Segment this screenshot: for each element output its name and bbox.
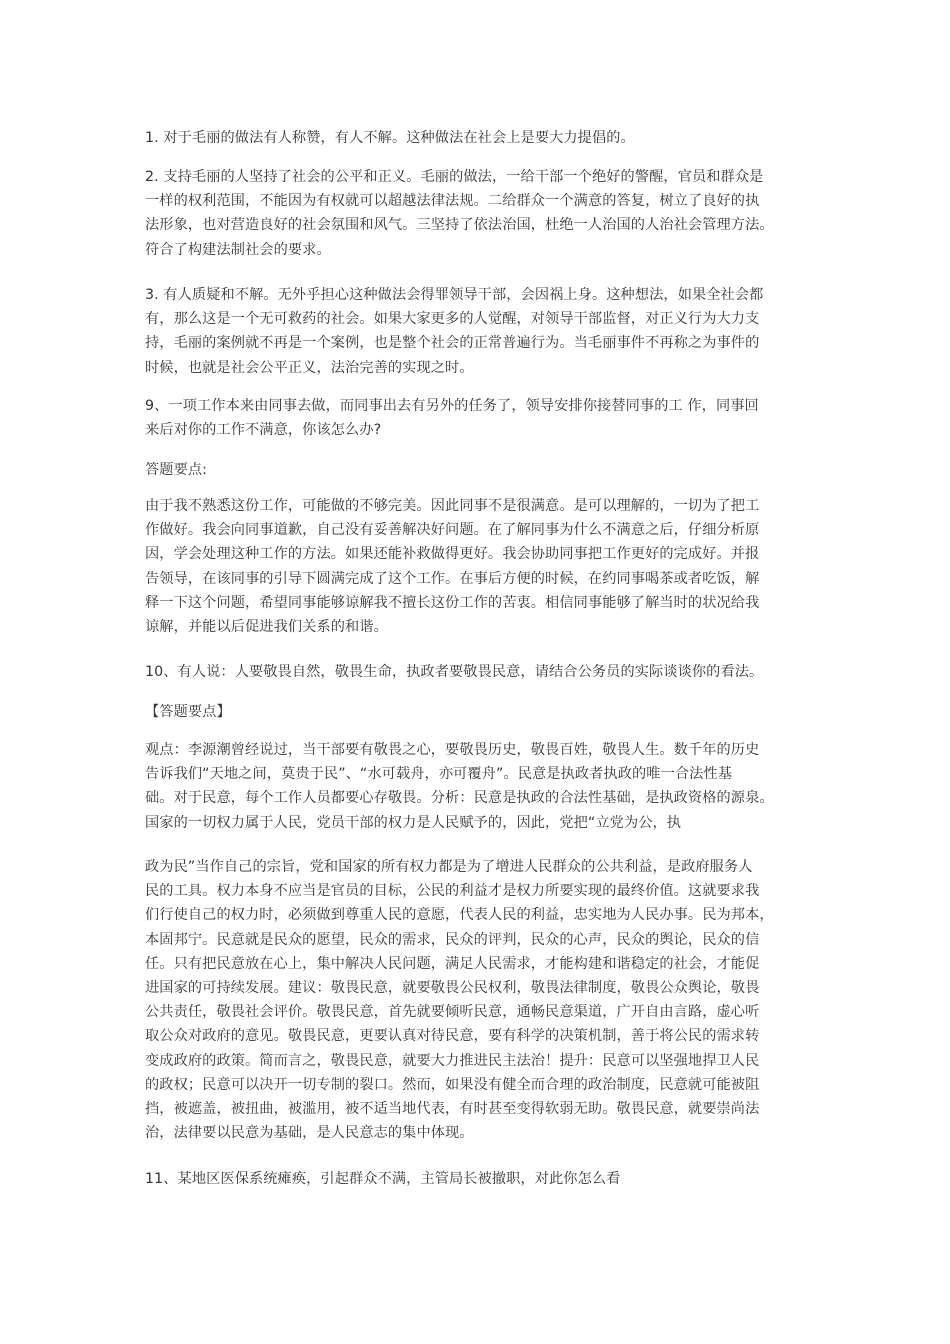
text-line: 任。只有把民意放在心上，集中解决人民问题，满足人民需求，才能构建和谐稳定的社会，才能促 [145,955,760,972]
text-line: 来后对你的工作不满意，你该怎么办? [145,422,382,439]
text-line: 11、某地区医保系统瘫痪，引起群众不满，主管局长被撤职，对此你怎么看 [145,1171,621,1187]
text-line: 挡，被遮盖，被扭曲，被滥用，被不适当地代表，有时甚至变得软弱无助。敬畏民意，就要崇尚法 [145,1101,760,1117]
text-line: 3. 有人质疑和不解。无外乎担心这种做法会得罪领导干部，会因祸上身。这种想法，如果全社会都 [145,287,764,303]
text-line: 治，法律要以民意为基础，是人民意志的集中体现。 [145,1125,474,1142]
text-line: 谅解，并能以后促进我们关系的和谐。 [145,619,388,635]
text-line: 取公众对政府的意见。敬畏民意，更要认真对待民意，要有科学的决策机制，善于将公民的需求转 [145,1028,760,1045]
text-line: 1. 对于毛丽的做法有人称赞，有人不解。这种做法在社会上是要大力提倡的。 [145,130,635,146]
text-line: 进国家的可持续发展。建议：敬畏民意，就要敬畏公民权利，敬畏法律制度，敬畏公众舆论，敬畏 [145,980,760,996]
text-line: 释一下这个问题，希望同事能够谅解我不擅长这份工作的苦衷。相信同事能够了解当时的状况给我 [145,594,760,611]
text-line: 政为民”当作自己的宗旨，党和国家的所有权力都是为了增进人民群众的公共利益，是政府服务人 [145,859,753,875]
text-line: 持，毛丽的案例就不再是一个案例，也是整个社会的正常普遍行为。当毛丽事件不再称之为事件的 [145,335,760,352]
text-line: 2. 支持毛丽的人坚持了社会的公平和正义。毛丽的做法，一给干部一个绝好的警醒，官员和群众是 [145,169,764,185]
text-line: 答题要点: [145,462,208,478]
text-line: 本固邦宁。民意就是民众的愿望，民众的需求，民众的评判，民众的心声，民众的舆论，民众的信 [145,931,760,948]
text-line: 法形象，也对营造良好的社会氛围和风气。三坚持了依法治国，杜绝一人治国的人治社会管理方法。 [145,217,774,234]
text-line: 们行使自己的权力时，必须做到尊重人民的意愿，代表人民的利益，忠实地为人民办事。民为邦本， [145,907,774,924]
text-line: 础。对于民意，每个工作人员都要心存敬畏。分析：民意是执政的合法性基础，是执政资格的源泉。 [145,790,774,807]
text-line: 符合了构建法制社会的要求。 [145,241,331,258]
text-line: 变成政府的政策。简而言之，敬畏民意，就要大力推进民主法治！提升：民意可以坚强地捍卫人民 [145,1052,760,1069]
text-line: 民的工具。权力本身不应当是官员的目标，公民的利益才是权力所要实现的最终价值。这就要求我 [145,883,760,900]
text-line: 因，学会处理这种工作的方法。如果还能补救做得更好。我会协助同事把工作更好的完成好。并报 [145,546,760,563]
text-line: 的政权；民意可以决开一切专制的裂口。然而，如果没有健全而合理的政治制度，民意就可能被阻 [145,1076,760,1093]
text-line: 时候，也就是社会公平正义，法治完善的实现之时。 [145,359,474,376]
text-line: 10、有人说：人要敬畏自然，敬畏生命，执政者要敬畏民意，请结合公务员的实际谈谈你的看法。 [145,664,764,680]
text-line: 【答题要点】 [145,704,231,720]
text-line: 作做好。我会向同事道歉，自己没有妥善解决好问题。在了解同事为什么不满意之后，仔细分析原 [145,522,760,539]
text-line: 9、一项工作本来由同事去做，而同事出去有另外的任务了，领导安排你接替同事的工 作，同事回 [145,398,759,414]
text-line: 告诉我们“天地之间，莫贵于民”、“水可载舟，亦可覆舟”。民意是执政者执政的唯一合法性基 [145,766,733,783]
text-line: 有，那么这是一个无可救药的社会。如果大家更多的人觉醒，对领导干部监督，对正义行为大力支 [145,311,760,328]
text-line: 公共责任，敬畏社会评价。敬畏民意，首先就要倾听民意，通畅民意渠道，广开自由言路，虚心听 [145,1004,760,1021]
text-line: 由于我不熟悉这份工作，可能做的不够完美。因此同事不是很满意。是可以理解的，一切为了把工 [145,498,760,514]
text-line: 国家的一切权力属于人民，党员干部的权力是人民赋予的，因此，党把“立党为公，执 [145,814,682,831]
text-line: 观点：李源潮曾经说过，当干部要有敬畏之心，要敬畏历史，敬畏百姓，敬畏人生。数千年的历史 [145,742,760,758]
text-line: 一样的权利范围，不能因为有权就可以超越法律法规。二给群众一个满意的答复，树立了良好的执 [145,193,760,210]
text-line: 告领导，在该同事的引导下圆满完成了这个工作。在事后方便的时候，在约同事喝茶或者吃饭，解 [145,570,760,587]
